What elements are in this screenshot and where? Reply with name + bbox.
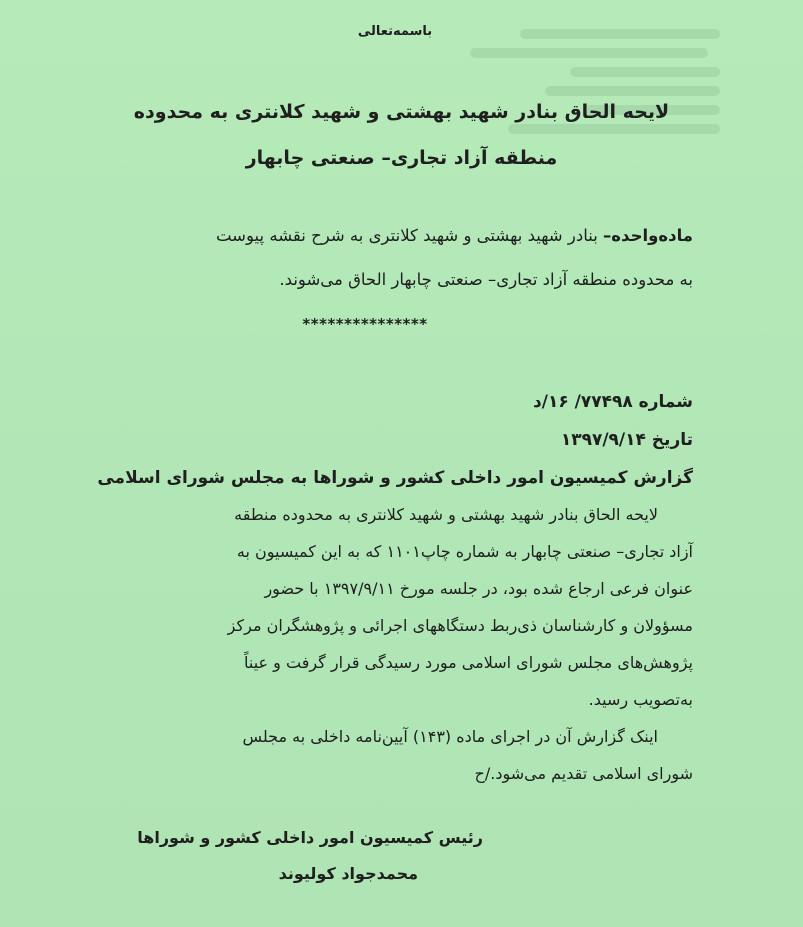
bismillah-header: باسمه‌تعالی [357, 24, 433, 39]
report-date: تاریخ ۱۳۹۷/۹/۱۴ [560, 430, 693, 450]
report-body-line: آزاد تجاری– صنعتی چابهار به شماره چاپ۱۱۰۱ که به این کمیسیون به [236, 542, 693, 561]
single-article-label: ماده‌واحده– [603, 226, 693, 245]
single-article-line-2: به محدوده منطقه آزاد تجاری– صنعتی چابهار الحاق می‌شوند. [279, 270, 693, 289]
signatory-role: رئیس کمیسیون امور داخلی کشور و شوراها [137, 828, 483, 847]
report-heading: گزارش کمیسیون امور داخلی کشور و شوراها به مجلس شورای اسلامی [97, 468, 693, 488]
report-body-line: شورای اسلامی تقدیم می‌شود./ح [474, 764, 693, 783]
single-article-text: بنادر شهید بهشتی و شهید کلانتری به شرح نقشه پیوست [215, 226, 604, 245]
report-body-line: لایحه الحاق بنادر شهید بهشتی و شهید کلانتری به محدوده منطقه [234, 505, 658, 524]
bill-title-line-2: منطقه آزاد تجاری– صنعتی چابهار [245, 147, 558, 169]
single-article-line-1 [216, 224, 693, 248]
report-body-line: اینک گزارش آن در اجرای ماده (۱۴۳) آیین‌نامه داخلی به مجلس [242, 727, 658, 746]
report-number: شماره ۷۷۴۹۸/ ۱۶/د [533, 392, 693, 412]
report-body-line: به‌تصویب رسید. [588, 690, 693, 709]
separator-stars: *************** [302, 315, 428, 333]
report-body-line: مسؤولان و کارشناسان ذی‌ربط دستگاههای اجرائی و پژوهشگران مرکز [227, 616, 693, 635]
bill-title-line-1: لایحه الحاق بنادر شهید بهشتی و شهید کلانتری به محدوده [133, 101, 670, 123]
report-body-line: پژوهش‌های مجلس شورای اسلامی مورد رسیدگی قرار گرفت و عیناً [244, 653, 693, 672]
report-body-line: عنوان فرعی ارجاع شده بود، در جلسه مورخ ۱۳۹۷/۹/۱۱ با حضور [264, 579, 693, 598]
signatory-name: محمدجواد کولیوند [278, 864, 418, 883]
